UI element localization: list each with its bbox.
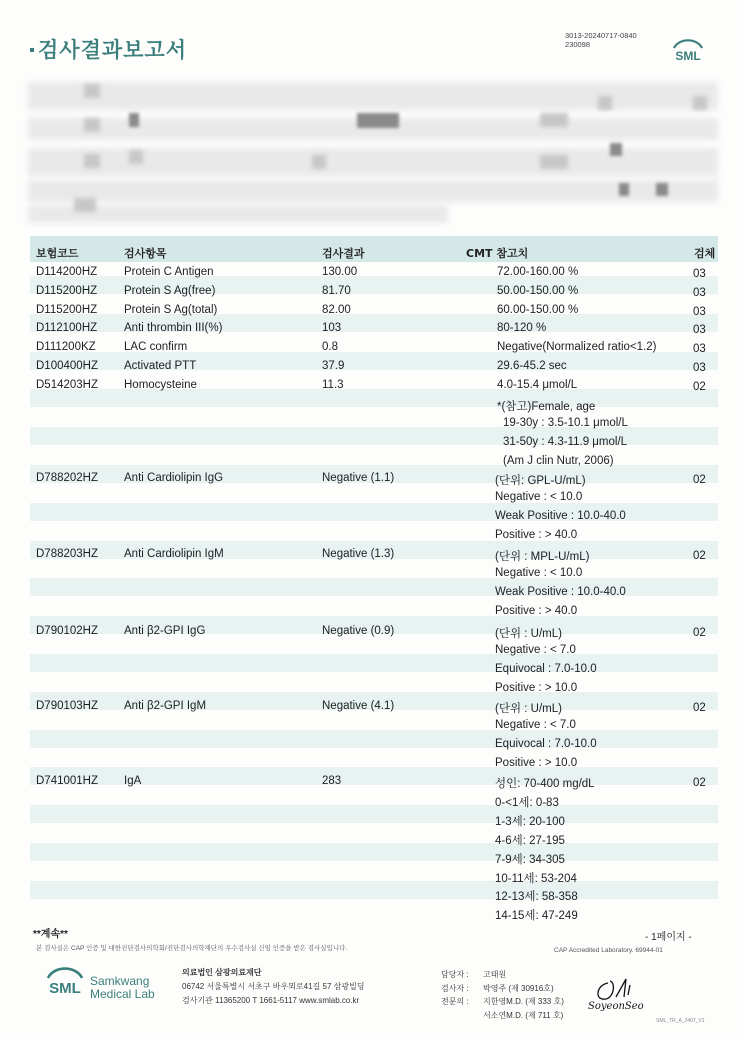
cell-code: D115200HZ [36, 285, 98, 297]
document-number-line2: 230098 [565, 40, 591, 49]
cell-specimen: 02 [693, 474, 706, 486]
cell-reference-line: 31-50y : 4.3-11.9 μmol/L [503, 435, 628, 448]
cell-item: Anti thrombin III(%) [124, 322, 223, 334]
cell-reference-line: Weak Positive : 10.0-40.0 [495, 585, 626, 598]
staff-names [483, 968, 564, 1022]
cell-reference-line: 50.00-150.00 % [497, 285, 579, 297]
document-number-line1: 3013-20240717-0840 [565, 31, 637, 40]
cell-result: Negative (4.1) [322, 700, 395, 712]
title-mark [30, 48, 34, 52]
signature-image [586, 975, 656, 1015]
cell-result: Negative (1.3) [322, 548, 395, 560]
cell-item: Anti β2-GPI IgM [124, 700, 207, 712]
cell-item: IgA [124, 775, 142, 787]
cell-specimen: 03 [693, 268, 706, 280]
signature-text: SoyeonSeo [588, 1001, 644, 1012]
column-header-specimen: 검체 [694, 247, 716, 260]
sml-logo-text: SML [675, 49, 701, 63]
cell-reference-line: Positive : > 40.0 [495, 604, 578, 617]
cell-reference-line: (Am J clin Nutr, 2006) [503, 454, 614, 467]
cell-specimen: 03 [693, 306, 706, 318]
report-title: 검사결과보고서 [38, 38, 188, 62]
form-code: SML_TR_A_2407_V1 [656, 1018, 705, 1024]
lab-name-line2: Medical Lab [90, 987, 155, 1001]
row-band [30, 881, 718, 899]
cell-item: Protein S Ag(free) [124, 285, 216, 297]
cell-result: 0.8 [322, 341, 338, 353]
cell-result: 283 [322, 775, 342, 787]
cell-code: D788202HZ [36, 472, 99, 484]
foundation-contact: 검사기관 11365200 T 1661-5117 www.smlab.co.kr [182, 996, 360, 1005]
row-band [30, 730, 718, 748]
cell-reference-line: (단위 : MPL-U/mL) [495, 551, 590, 563]
cell-reference-line: 60.00-150.00 % [497, 304, 579, 316]
cell-specimen: 03 [693, 343, 706, 355]
cell-reference-line: 19-30y : 3.5-10.1 μmol/L [503, 416, 628, 429]
staff-role: 담당자 : [441, 970, 469, 979]
row-band [30, 389, 718, 407]
cell-reference-line: Negative : < 10.0 [495, 566, 583, 579]
row-band [30, 654, 718, 672]
cell-item: Protein C Antigen [124, 266, 214, 278]
cell-specimen: 03 [693, 324, 706, 336]
cell-item: Anti Cardiolipin IgG [124, 472, 224, 484]
column-header-reference: CMT 참고치 [466, 247, 529, 260]
cell-reference-line: 성인: 70-400 mg/dL [495, 778, 595, 790]
cap-accreditation: CAP Accredited Laboratory. 69944-01 [554, 947, 663, 954]
cell-reference-line: 12-13세: 58-358 [495, 891, 578, 904]
cell-reference-line: (단위 : U/mL) [495, 703, 562, 715]
page-number: - 1페이지 - [645, 932, 692, 943]
cell-reference-line: 14-15세: 47-249 [495, 910, 578, 923]
cell-item: LAC confirm [124, 341, 188, 353]
cell-reference-line: (단위 : U/mL) [495, 628, 562, 640]
staff-role [441, 1009, 469, 1023]
cell-reference-line: 72.00-160.00 % [497, 266, 579, 278]
cell-reference-line: Negative : < 7.0 [495, 643, 576, 656]
cell-reference-line: Negative(Normalized ratio<1.2) [497, 341, 657, 353]
column-header-item: 검사항목 [124, 247, 167, 260]
column-header-code: 보험코드 [36, 247, 79, 260]
cell-code: D114200HZ [36, 266, 98, 278]
cell-reference-line: 80-120 % [497, 322, 547, 334]
samkwang-logo-text: SML [49, 980, 81, 997]
row-band [30, 843, 718, 861]
cell-result: 37.9 [322, 360, 345, 372]
cell-specimen: 02 [693, 381, 706, 393]
cell-reference-line: Positive : > 10.0 [495, 756, 578, 769]
cell-code: D790102HZ [36, 625, 99, 637]
cell-reference-line: 0-<1세: 0-83 [495, 796, 559, 809]
certification-note: 본 검사실은 CAP 인증 및 대한진단검사의학회/진단검사의학재단의 우수검사실 신임 인증을 받은 검사실입니다. [36, 945, 348, 952]
staff-role: 전문의 : [441, 997, 469, 1006]
sml-logo-icon [670, 38, 706, 66]
cell-specimen: 02 [693, 627, 706, 639]
cell-code: D115200HZ [36, 304, 98, 316]
cell-code: D741001HZ [36, 775, 99, 787]
cell-reference-line: 4.0-15.4 μmol/L [497, 379, 578, 391]
cell-specimen: 02 [693, 777, 706, 789]
cell-reference-line: Positive : > 10.0 [495, 681, 578, 694]
cell-item: Homocysteine [124, 379, 197, 391]
staff-roles [441, 968, 469, 1022]
staff-name: 서소연M.D. (제 711 호) [483, 1010, 564, 1020]
cell-code: D790103HZ [36, 700, 99, 712]
cell-specimen: 03 [693, 287, 706, 299]
cell-reference-line: Equivocal : 7.0-10.0 [495, 737, 597, 750]
staff-name: 지한영M.D. (제 333 호) [483, 997, 564, 1006]
cell-result: 11.3 [322, 379, 344, 391]
cell-reference-line: Weak Positive : 10.0-40.0 [495, 509, 626, 522]
column-header-result: 검사결과 [322, 247, 365, 260]
cell-specimen: 02 [693, 550, 706, 562]
foundation-address: 06742 서울특별시 서초구 바우뫼로41길 57 삼광빌딩 [182, 982, 365, 991]
cell-result: Negative (1.1) [322, 472, 395, 484]
cell-reference-line: 10-11세: 53-204 [495, 872, 577, 885]
cell-result: 82.00 [322, 304, 351, 316]
staff-name: 고태원 [483, 970, 507, 979]
cell-reference-line: Positive : > 40.0 [495, 528, 578, 541]
cell-reference-line: 7-9세: 34-305 [495, 853, 565, 866]
cell-reference-line: *(참고)Female, age [497, 400, 596, 413]
cell-reference-line: Equivocal : 7.0-10.0 [495, 662, 597, 675]
cell-reference-line: Negative : < 10.0 [495, 490, 583, 503]
continued-label: **계속** [33, 929, 68, 940]
cell-reference-line: (단위: GPL-U/mL) [495, 475, 586, 487]
cell-code: D788203HZ [36, 548, 99, 560]
cell-result: 103 [322, 322, 342, 334]
lab-name [90, 975, 155, 1001]
staff-role: 검사자 : [441, 983, 469, 993]
row-band [30, 805, 718, 823]
cell-code: D112100HZ [36, 322, 98, 334]
cell-item: Anti β2-GPI IgG [124, 625, 206, 637]
cell-reference-line: 29.6-45.2 sec [497, 360, 567, 372]
cell-result: 81.70 [322, 285, 351, 297]
cell-item: Anti Cardiolipin IgM [124, 548, 224, 560]
cell-result: Negative (0.9) [322, 625, 395, 637]
cell-item: Activated PTT [124, 360, 197, 372]
samkwang-logo-icon [44, 965, 86, 999]
cell-code: D100400HZ [36, 360, 99, 372]
cell-reference-line: 4-6세: 27-195 [495, 834, 565, 847]
cell-reference-line: 1-3세: 20-100 [495, 815, 565, 828]
document-number [565, 31, 637, 49]
cell-specimen: 03 [693, 362, 706, 374]
cell-specimen: 02 [693, 702, 706, 714]
cell-reference-line: Negative : < 7.0 [495, 718, 576, 731]
cell-result: 130.00 [322, 266, 358, 278]
lab-name-line1: Samkwang [90, 974, 150, 988]
foundation-name: 의료법인 삼광의료재단 [182, 968, 262, 977]
cell-code: D111200KZ [36, 341, 96, 353]
foundation-info [182, 966, 365, 1008]
staff-name: 박영주 (제 30916호) [483, 983, 554, 993]
cell-code: D514203HZ [36, 379, 99, 391]
cell-item: Protein S Ag(total) [124, 304, 218, 316]
